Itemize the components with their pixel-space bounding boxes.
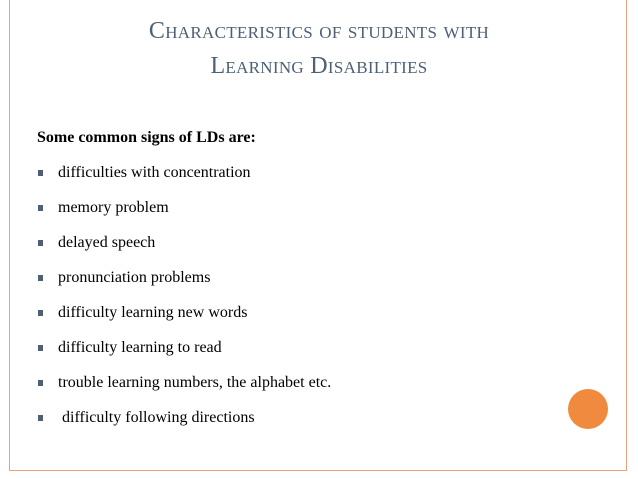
title-line-1: Characteristics of students with — [148, 18, 490, 44]
list-item-text: pronunciation problems — [58, 269, 211, 286]
intro-text: Some common signs of LDs are: — [37, 129, 256, 146]
list-item — [37, 338, 597, 358]
slide-title — [0, 14, 638, 84]
list-item-text: trouble learning numbers, the alphabet etc. — [58, 374, 332, 391]
list-item — [37, 163, 597, 183]
list-item — [37, 233, 597, 253]
list-item — [37, 408, 597, 428]
slide-body — [37, 128, 597, 443]
list-item — [37, 303, 597, 323]
title-line-2: Learning Disabilities — [210, 53, 428, 79]
orange-circle-icon — [568, 389, 608, 429]
list-item-text: difficulty learning to read — [58, 339, 222, 356]
list-item — [37, 373, 597, 393]
list-item-text: difficulty learning new words — [58, 304, 248, 321]
square-bullet-icon — [38, 240, 43, 246]
list-item — [37, 198, 597, 218]
square-bullet-icon — [38, 310, 43, 316]
list-item-text: difficulty following directions — [58, 409, 255, 426]
list-item-text: difficulties with concentration — [58, 164, 251, 181]
square-bullet-icon — [38, 170, 43, 176]
square-bullet-icon — [38, 275, 43, 281]
list-item-text: memory problem — [58, 199, 169, 216]
square-bullet-icon — [38, 415, 43, 421]
square-bullet-icon — [38, 380, 43, 386]
square-bullet-icon — [38, 205, 43, 211]
signs-list — [37, 163, 597, 428]
list-item-text: delayed speech — [58, 234, 156, 251]
list-item — [37, 268, 597, 288]
square-bullet-icon — [38, 345, 43, 351]
